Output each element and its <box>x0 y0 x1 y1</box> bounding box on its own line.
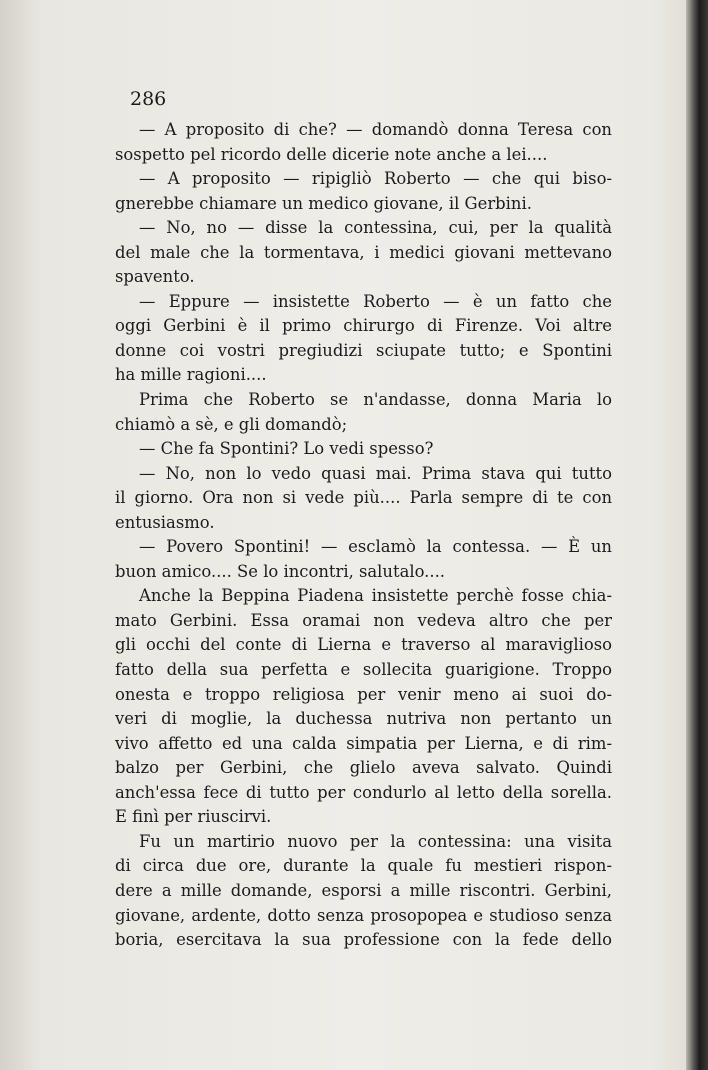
text-line: chiamò a sè, e gli domandò; <box>115 414 348 434</box>
text-line: gnerebbe chiamare un medico giovane, il Gerbini. <box>115 193 532 213</box>
text-line: — Povero Spontini! — esclamò la contessa. — È un <box>139 537 612 557</box>
text-line: buon amico.... Se lo incontri, salutalo.... <box>115 561 445 581</box>
text-line: vivo affetto ed una calda simpatia per Lierna, e di rim- <box>115 733 612 753</box>
text-line: — Eppure — insistette Roberto — è un fatto che <box>139 291 612 311</box>
text-line: — A proposito di che? — domandò donna Teresa con <box>139 120 612 139</box>
text-line: — Che fa Spontini? Lo vedi spesso? <box>139 439 434 459</box>
text-line: entusiasmo. <box>115 512 215 532</box>
page-number: 286 <box>130 88 167 110</box>
text-line: di circa due ore, durante la quale fu mestieri rispon- <box>115 856 612 876</box>
text-line: del male che la tormentava, i medici giovani mettevano <box>115 242 612 262</box>
text-line: — No, no — disse la contessina, cui, per la qualità <box>139 218 612 238</box>
text-line: sospetto pel ricordo delle dicerie note anche a lei.... <box>115 144 548 164</box>
text-line: dere a mille domande, esporsi a mille riscontri. Gerbini, <box>115 880 612 900</box>
text-line: — No, non lo vedo quasi mai. Prima stava qui tutto <box>139 463 612 483</box>
text-line: gli occhi del conte di Lierna e traverso al maraviglioso <box>115 635 612 655</box>
text-line: veri di moglie, la duchessa nutriva non pertanto un <box>115 709 612 729</box>
text-line: il giorno. Ora non si vede più.... Parla sempre di te con <box>115 488 612 508</box>
text-line: — A proposito — ripigliò Roberto — che qui biso- <box>139 169 612 189</box>
text-line: onesta e troppo religiosa per venir meno ai suoi do- <box>115 684 612 704</box>
text-line: spavento. <box>115 267 195 287</box>
text-line: E finì per riuscirvi. <box>115 807 272 827</box>
text-line: mato Gerbini. Essa oramai non vedeva altro che per <box>115 610 612 630</box>
text-line: Fu un martirio nuovo per la contessina: una visita <box>139 831 612 851</box>
text-line: giovane, ardente, dotto senza prosopopea e studioso senza <box>115 905 612 925</box>
book-binding-edge <box>686 0 708 1070</box>
text-line: Anche la Beppina Piadena insistette perchè fosse chia- <box>139 586 612 606</box>
text-line: fatto della sua perfetta e sollecita guarigione. Troppo <box>115 660 612 680</box>
text-line: balzo per Gerbini, che glielo aveva salvato. Quindi <box>115 758 612 778</box>
text-line: boria, esercitava la sua professione con la fede dello <box>115 930 612 950</box>
page-body-text <box>115 118 612 953</box>
text-line: ha mille ragioni.... <box>115 365 267 385</box>
text-line: Prima che Roberto se n'andasse, donna Maria lo <box>139 390 612 410</box>
text-line: anch'essa fece di tutto per condurlo al letto della sorella. <box>115 782 612 802</box>
text-line: donne coi vostri pregiudizi sciupate tutto; e Spontini <box>115 340 612 360</box>
text-line: oggi Gerbini è il primo chirurgo di Firenze. Voi altre <box>115 316 612 336</box>
